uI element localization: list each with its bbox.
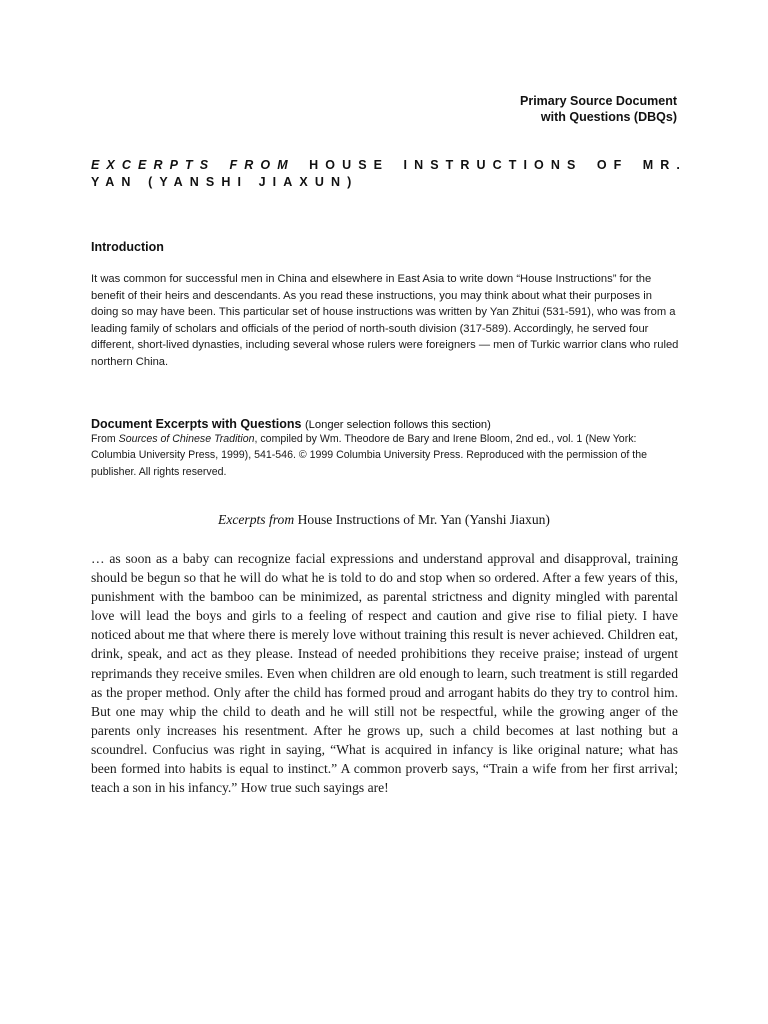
excerpts-heading-text: Document Excerpts with Questions — [91, 417, 302, 431]
source-details: , compiled by Wm. Theodore de Bary and Irene Bloom, 2nd ed., vol. 1 (New York: Columbia University Press, 1999), 541-546. © 1999 Columbia University Press. Reproduced with the permission of the publisher. All rights reserved. — [91, 433, 647, 478]
introduction-heading: Introduction — [91, 240, 164, 254]
source-citation — [91, 431, 681, 480]
introduction-paragraph: It was common for successful men in China and elsewhere in East Asia to write down “House Instructions” for the benefit of their heirs and descendants. As you read these instructions, you may think about what their purposes in doing so may have been. This particular set of house instructions was written by Yan Zhitui (531-591), who was from a leading family of scholars and officials of the period of north-south division (317-589). Accordingly, he served four different, short-lived dynasties, including several whose rulers were foreigners — men of Turkic warrior clans who ruled northern China. — [91, 273, 679, 368]
source-book-title: Sources of Chinese Tradition — [118, 433, 255, 445]
document-title — [91, 157, 687, 191]
excerpt-body: … as soon as a baby can recognize facial expressions and understand approval and disapproval, training should be begun so that he will do what he is told to do and stop when so ordered. After a few years of this, punishment with the bamboo can be minimized, as parental strictness and dignity mingled with parental love will lead the boys and girls to a feeling of respect and caution and give rise to filial piety. I have noticed about me that where there is merely love without training this result is never achieved. Children eat, drink, speak, and act as they please. Instead of needed prohibitions they receive praise; instead of urgent reprimands they receive smiles. Even when children are old enough to learn, such treatment is still regarded as the proper method. Only after the child has formed proud and arrogant habits do they try to control him. But one may whip the child to death and he will still not be respectful, while the growing anger of the parents only increases his resentment. After he grows up, such a child becomes at last nothing but a scoundrel. Confucius was right in saying, “What is acquired in infancy is like original nature; what has been formed into habits is equal to instinct.” A common proverb says, “Train a wife from her first arrival; teach a son in his infancy.” How true such sayings are! — [91, 551, 678, 796]
excerpt-title — [0, 511, 768, 529]
excerpt-title-main: House Instructions of Mr. Yan (Yanshi Jiaxun) — [297, 512, 550, 527]
excerpts-heading-note: (Longer selection follows this section) — [304, 419, 491, 431]
document-type-header — [520, 93, 677, 125]
document-title-italic: EXCERPTS FROM — [91, 158, 295, 172]
source-prefix: From — [91, 433, 119, 445]
document-title-main: HOUSE INSTRUCTIONS OF MR. YAN (YANSHI JIAXUN) — [91, 158, 687, 189]
excerpt-title-italic: Excerpts from — [218, 512, 295, 527]
header-line-2: with Questions (DBQs) — [540, 110, 677, 124]
header-line-1: Primary Source Document — [520, 94, 677, 108]
